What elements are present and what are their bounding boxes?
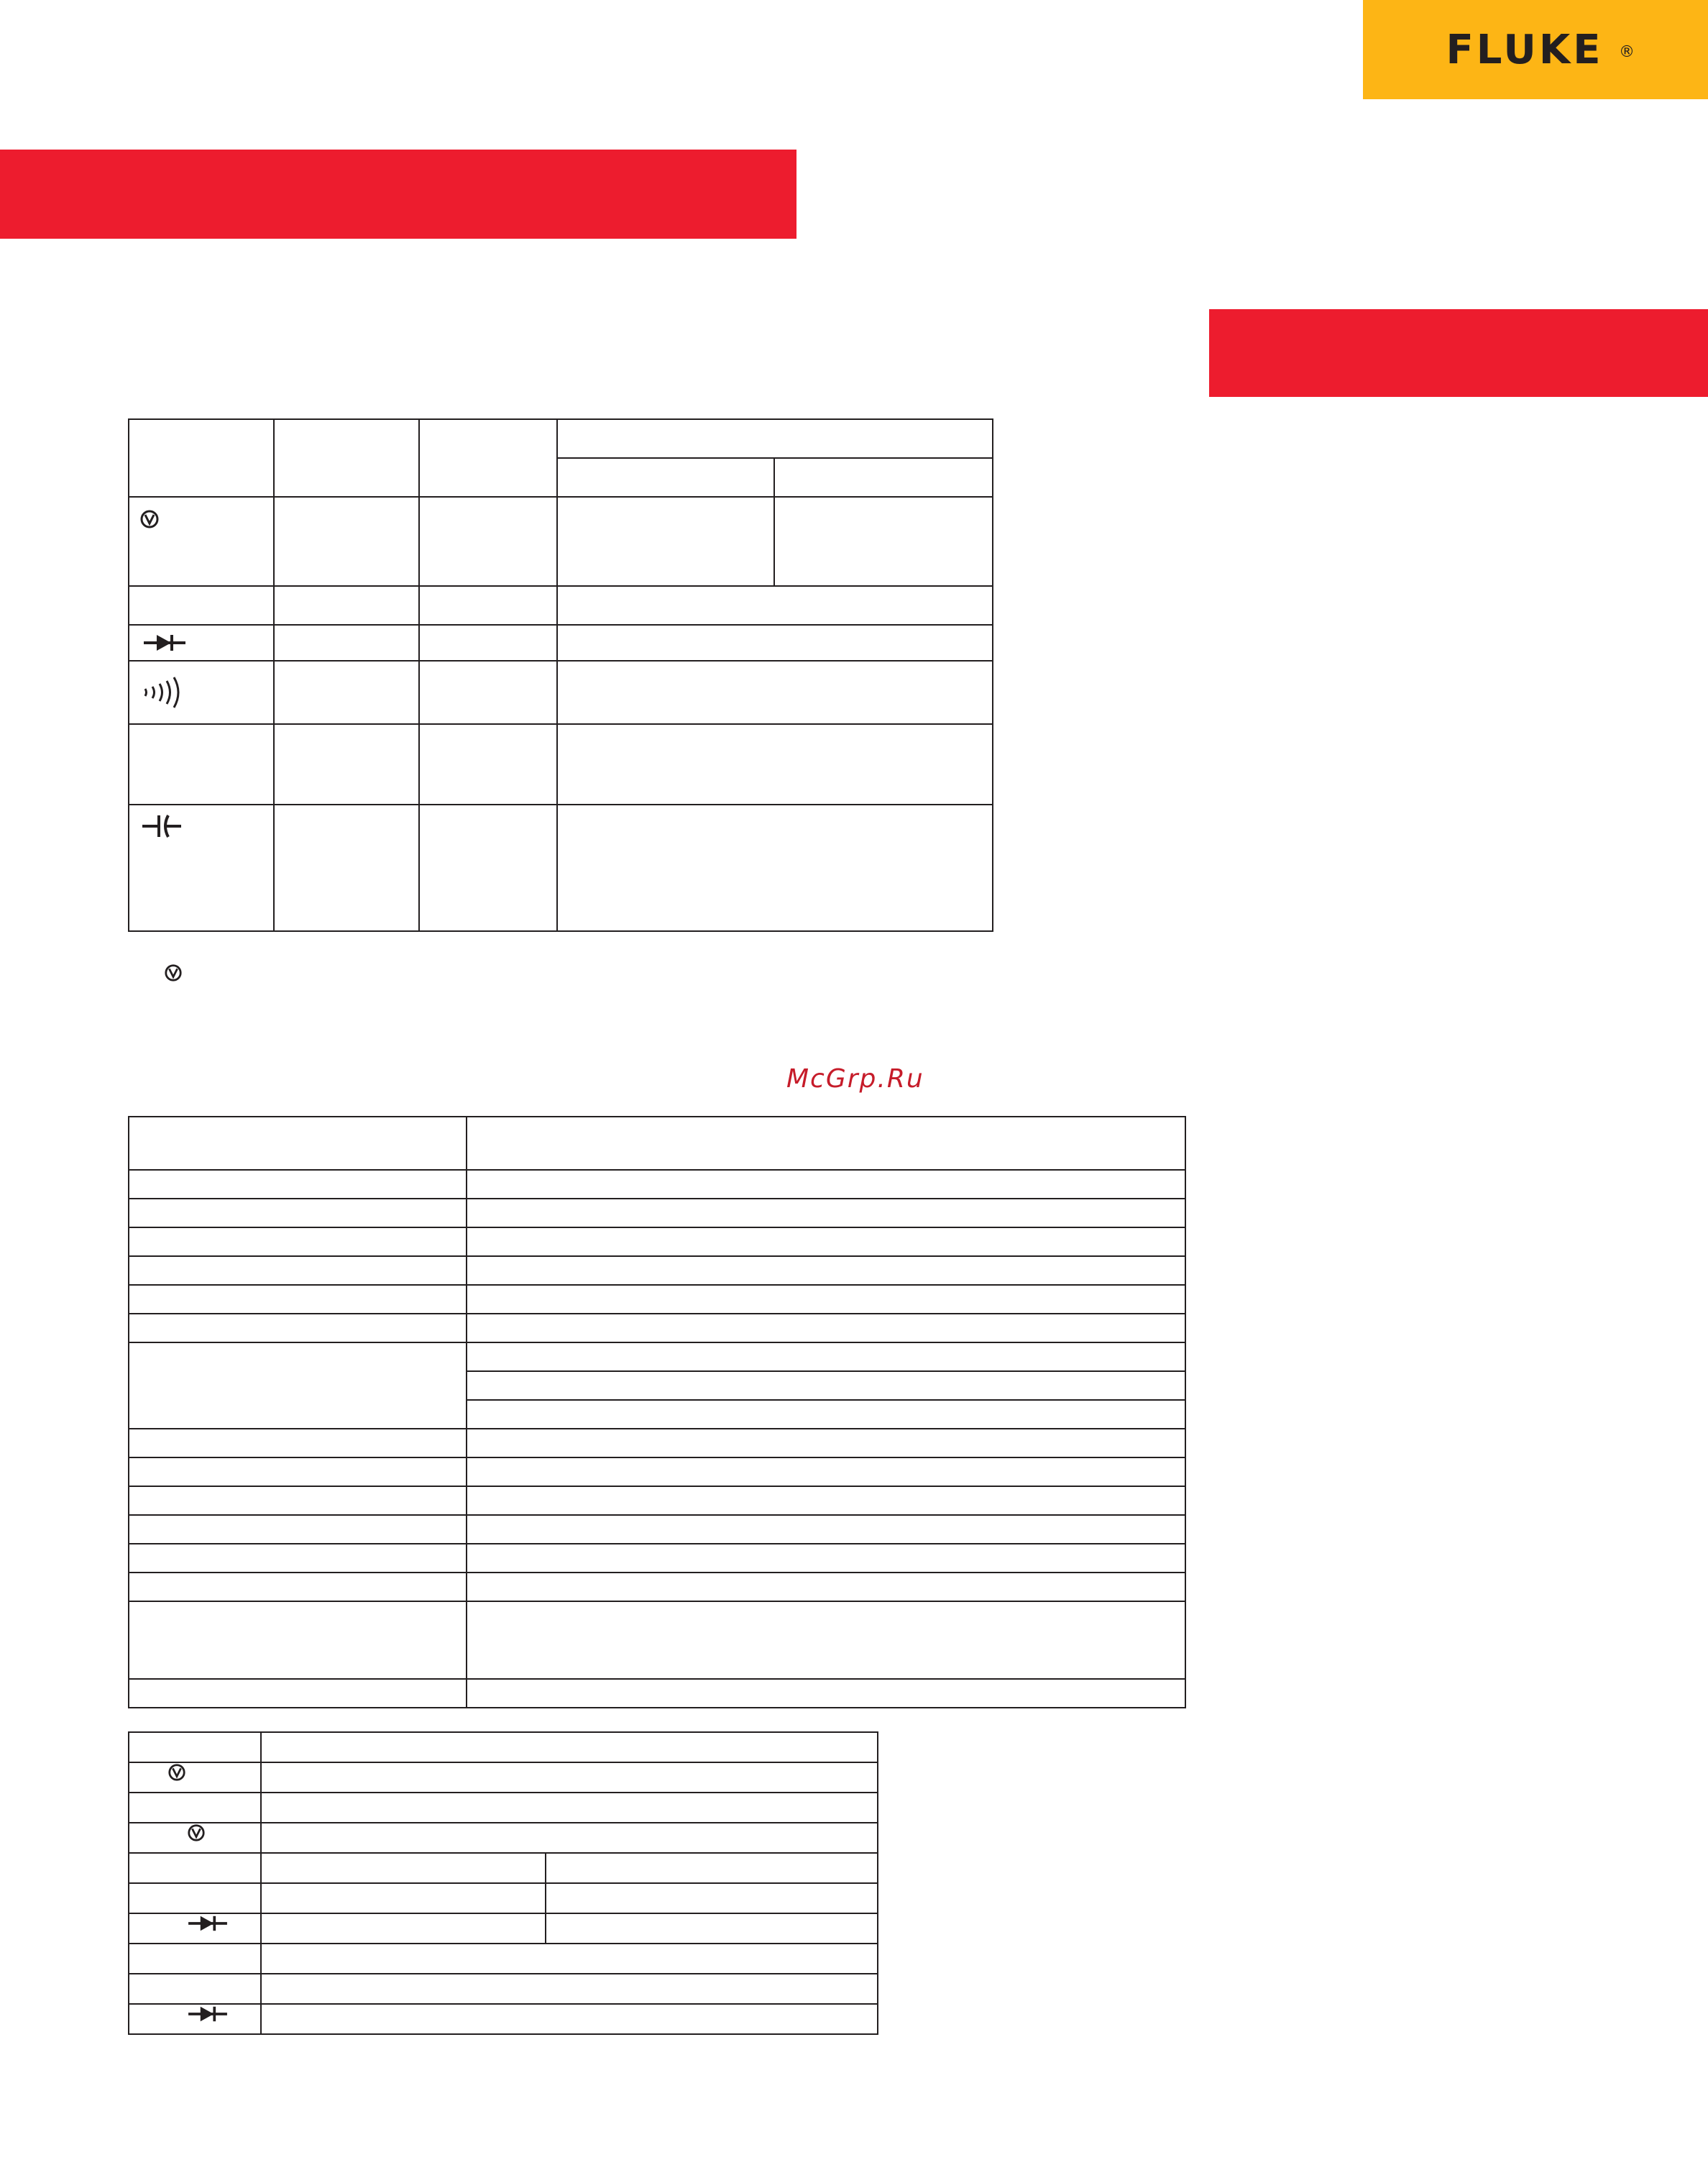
table-cell (129, 1913, 261, 1944)
vcheck-icon (167, 1763, 186, 1782)
table-cell (467, 1199, 1185, 1227)
table-cell (419, 661, 557, 724)
table-row (129, 805, 993, 931)
table-cell (274, 661, 419, 724)
table-row (129, 1227, 1185, 1256)
table-cell (129, 586, 274, 625)
table-cell (129, 661, 274, 724)
table-row (129, 1974, 878, 2004)
table-cell (467, 1400, 1185, 1429)
table-cell (129, 1486, 467, 1515)
table-cell (129, 1944, 261, 1974)
table-cell (467, 1117, 1185, 1170)
table-row (129, 1342, 1185, 1371)
table-cell (129, 1515, 467, 1544)
table-cell (419, 724, 557, 805)
table-cell (129, 1573, 467, 1601)
table-cell (129, 1457, 467, 1486)
diode-icon (144, 633, 185, 653)
table-cell (274, 586, 419, 625)
table-row (129, 1853, 878, 1883)
spec-table-functions (128, 418, 993, 932)
table-row (129, 1515, 1185, 1544)
table-cell (557, 805, 993, 931)
side-heading-band (1209, 309, 1708, 397)
table-cell (467, 1457, 1185, 1486)
table-cell (129, 1314, 467, 1342)
table-cell (261, 1974, 878, 2004)
vcheck-icon (187, 1823, 206, 1842)
table-row (129, 1883, 878, 1913)
table-cell (129, 1170, 467, 1199)
table-cell (129, 2004, 261, 2034)
table-cell (129, 1732, 261, 1762)
capacitor-icon (142, 814, 183, 838)
table-cell (467, 1314, 1185, 1342)
title-band (0, 150, 796, 239)
table-row (129, 1679, 1185, 1708)
table-cell (419, 586, 557, 625)
table-cell (274, 497, 419, 586)
table-cell (129, 1823, 261, 1853)
table-cell (419, 419, 557, 497)
table-cell (261, 1853, 546, 1883)
table-cell (546, 1883, 878, 1913)
table-cell (261, 1823, 878, 1853)
table-row (129, 1573, 1185, 1601)
table-cell (129, 1601, 467, 1679)
table-cell (467, 1573, 1185, 1601)
table-cell (274, 625, 419, 661)
table-row (129, 1285, 1185, 1314)
table-cell (467, 1601, 1185, 1679)
table-row (129, 1117, 1185, 1170)
table-cell (467, 1544, 1185, 1573)
table-row (129, 1256, 1185, 1285)
table-cell (274, 419, 419, 497)
table-cell (546, 1913, 878, 1944)
table-cell (419, 625, 557, 661)
table-cell (129, 1883, 261, 1913)
table-cell (557, 724, 993, 805)
table-cell (129, 1853, 261, 1883)
table-row (129, 2004, 878, 2034)
table-cell (774, 458, 993, 497)
spec-table-general (128, 1116, 1186, 1708)
table-cell (129, 497, 274, 586)
diode-icon (187, 2005, 229, 2023)
table-row (129, 1732, 878, 1762)
table-cell (274, 805, 419, 931)
table-cell (467, 1256, 1185, 1285)
table-cell (129, 625, 274, 661)
table-cell (557, 419, 993, 458)
table-row (129, 661, 993, 724)
table-cell (129, 419, 274, 497)
table-cell (129, 1256, 467, 1285)
table-cell (261, 1883, 546, 1913)
table-cell (557, 625, 993, 661)
table-cell (261, 1913, 546, 1944)
table-row (129, 497, 993, 586)
table-cell (467, 1170, 1185, 1199)
table-row (129, 1429, 1185, 1457)
table-cell (467, 1486, 1185, 1515)
table-row (129, 419, 993, 458)
table-cell (129, 1974, 261, 2004)
table-row (129, 1486, 1185, 1515)
table-cell (129, 1285, 467, 1314)
table-cell (129, 1793, 261, 1823)
table-row (129, 1601, 1185, 1679)
table-row (129, 1544, 1185, 1573)
table-cell (129, 1429, 467, 1457)
spec-table-symbols (128, 1731, 878, 2035)
table-cell (129, 1117, 467, 1170)
table-cell (467, 1515, 1185, 1544)
registered-mark: ® (1619, 43, 1635, 61)
table-row (129, 1913, 878, 1944)
table-cell (129, 1199, 467, 1227)
table-row (129, 586, 993, 625)
table-cell (261, 1762, 878, 1793)
continuity-icon (141, 674, 187, 710)
table-cell (129, 1762, 261, 1793)
table-cell (546, 1853, 878, 1883)
table-cell (467, 1227, 1185, 1256)
table-cell (129, 724, 274, 805)
table-row (129, 1823, 878, 1853)
table-cell (129, 1227, 467, 1256)
table-cell (557, 661, 993, 724)
table-cell (261, 1944, 878, 1974)
vcheck-icon (164, 964, 183, 982)
table-row (129, 1314, 1185, 1342)
table-cell (261, 1732, 878, 1762)
table-cell (274, 724, 419, 805)
table-row (129, 1170, 1185, 1199)
table-row (129, 1944, 878, 1974)
table-cell (129, 1679, 467, 1708)
table-cell (129, 1342, 467, 1429)
table-cell (557, 458, 774, 497)
fluke-logo (1363, 0, 1708, 99)
table-cell (467, 1679, 1185, 1708)
table-cell (129, 805, 274, 931)
table-cell (261, 1793, 878, 1823)
vcheck-icon (139, 509, 160, 529)
table-cell (467, 1342, 1185, 1371)
table-row (129, 625, 993, 661)
table-cell (129, 1544, 467, 1573)
table-row (129, 1199, 1185, 1227)
diode-icon (187, 1914, 229, 1933)
table-cell (774, 497, 993, 586)
table-cell (467, 1285, 1185, 1314)
table-cell (557, 586, 993, 625)
watermark: McGrp.Ru (786, 1064, 924, 1094)
table-row (129, 724, 993, 805)
table-cell (557, 497, 774, 586)
table-cell (419, 805, 557, 931)
table-row (129, 1457, 1185, 1486)
table-cell (467, 1371, 1185, 1400)
table-row (129, 1762, 878, 1793)
table-cell (261, 2004, 878, 2034)
logo-text: FLUKE (1446, 26, 1604, 73)
table-cell (467, 1429, 1185, 1457)
table-cell (419, 497, 557, 586)
table-row (129, 1793, 878, 1823)
